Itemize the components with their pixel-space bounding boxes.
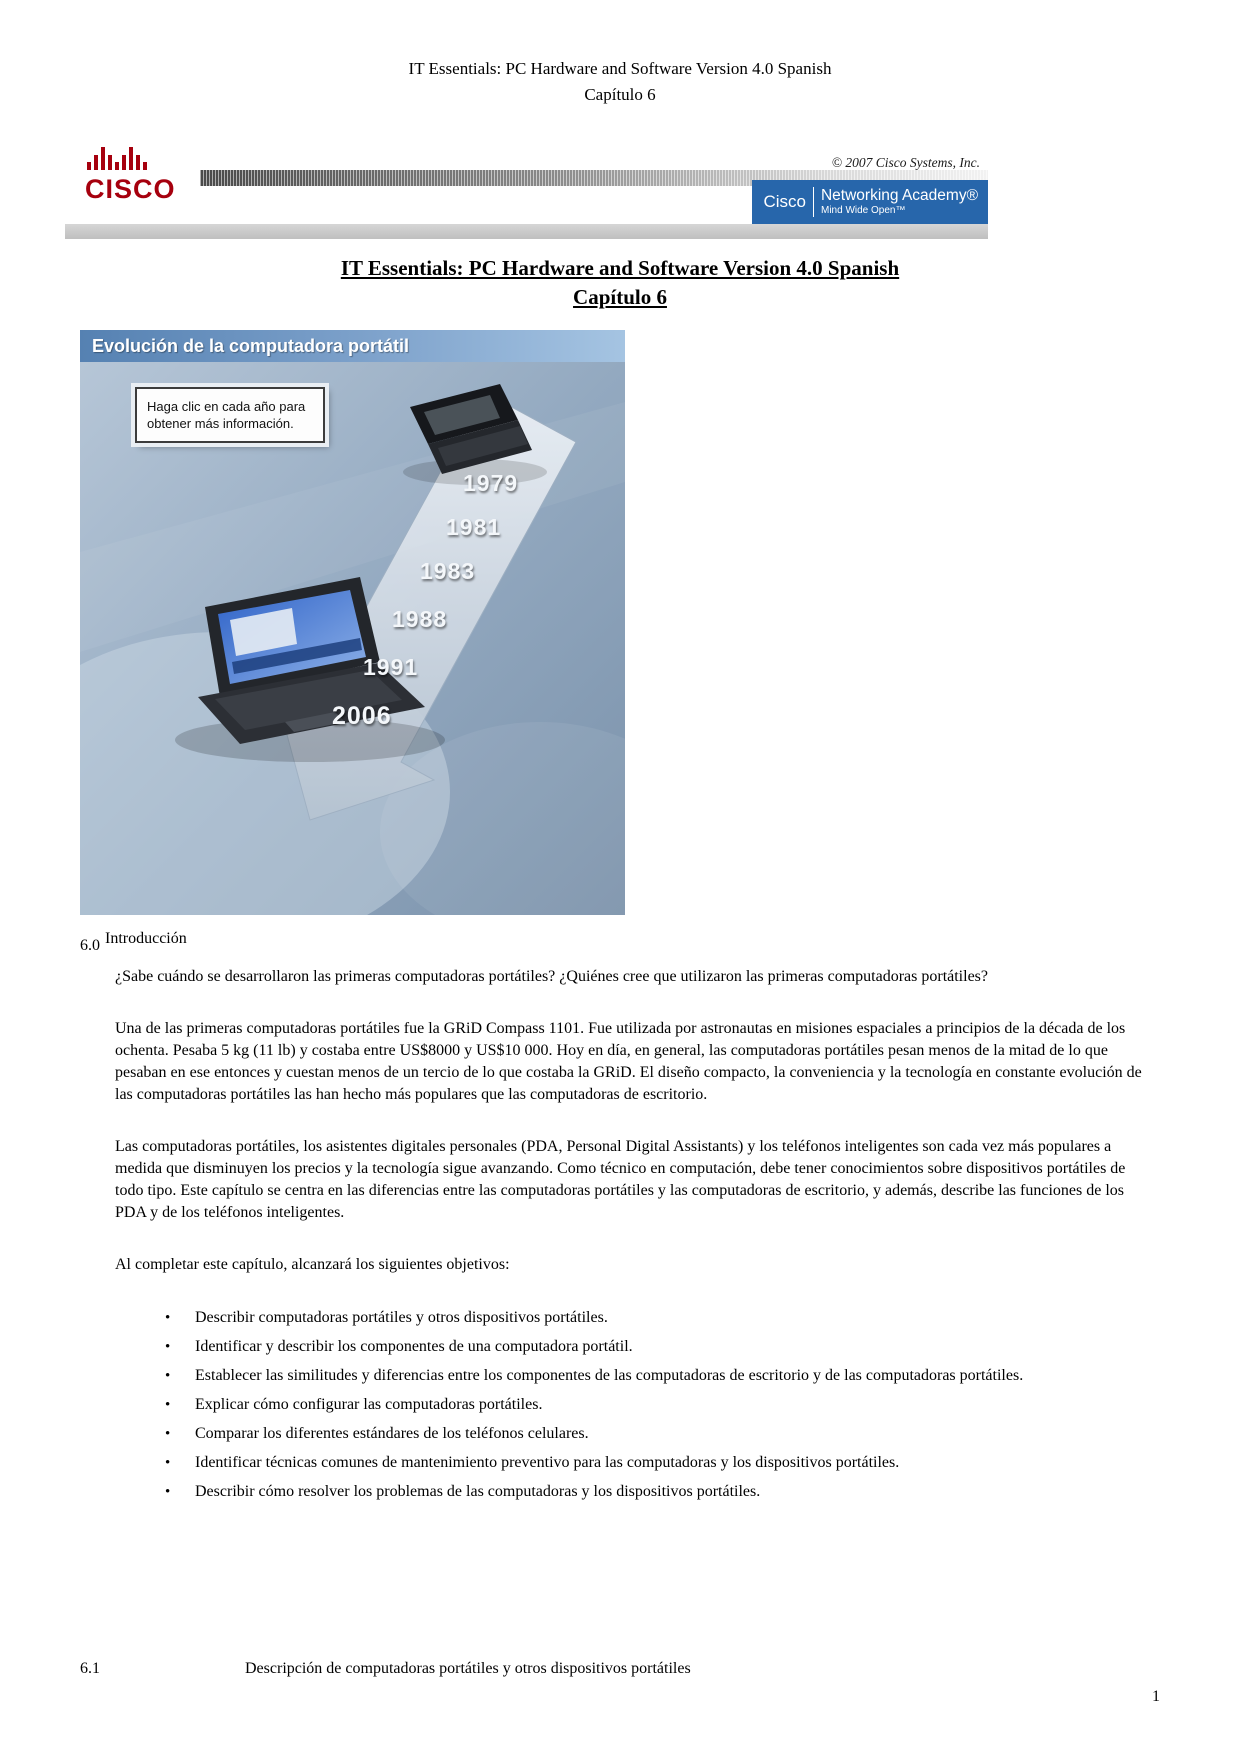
bullet-icon <box>165 1364 195 1388</box>
brand-academy-text: Networking Academy® <box>820 186 978 204</box>
figure-image <box>80 362 625 915</box>
running-header <box>0 56 1240 108</box>
section-number: 6.1 <box>80 1660 100 1677</box>
bullet-icon <box>165 1451 195 1475</box>
objective-text: Establecer las similitudes y diferencias entre los componentes de las computadoras de escritorio y de las computadoras portátiles. <box>195 1367 1024 1384</box>
objective-text: Explicar cómo configurar las computadoras portátiles. <box>195 1396 543 1413</box>
cisco-logo-bars-icon <box>85 144 173 170</box>
year-label-1983[interactable]: 1983 <box>420 558 476 584</box>
figure-titlebar: Evolución de la computadora portátil <box>80 330 625 362</box>
cisco-wordmark: CISCO <box>85 174 176 204</box>
brand-tagline-text: Mind Wide Open™ <box>820 204 906 216</box>
paragraph-grid-compass: Una de las primeras computadoras portátiles fue la GRiD Compass 1101. Fue utilizada por astronautas en misiones espaciales a principios de la década de los ochenta. Pesaba 5 kg (11 lb) y costaba entre US$8000 y US$10 000. Hoy en día, en general, las computadoras portátiles pesan menos de la mitad de lo que pesaban en ese entonces y cuestan menos de un tercio de lo que costaba la GRiD. El diseño compacto, la conveniencia y la tecnología en constante evolución de las computadoras portátiles las han hecho más populares que las computadoras de escritorio. <box>115 1020 1142 1103</box>
paragraph-intro-questions: ¿Sabe cuándo se desarrollaron las primeras computadoras portátiles? ¿Quiénes cree que utilizaron las primeras computadoras portátiles? <box>115 968 988 985</box>
list-item <box>165 1306 1157 1330</box>
year-label-2006[interactable]: 2006 <box>332 702 392 730</box>
list-item <box>165 1422 1157 1446</box>
networking-academy-banner <box>752 180 988 224</box>
year-label-1988[interactable]: 1988 <box>392 606 448 632</box>
bullet-icon <box>165 1422 195 1446</box>
header-underbar <box>65 224 988 239</box>
section-title: Descripción de computadoras portátiles y otros dispositivos portátiles <box>245 1660 691 1677</box>
paragraph-pda-smartphones: Las computadoras portátiles, los asistentes digitales personales (PDA, Personal Digital Assistants) y los teléfonos inteligentes son cada vez más populares a medida que disminuyen los precios y la tecnología sigue avanzando. Como técnico en computación, debe tener conocimientos sobre dispositivos portátiles de todo tipo. Este capítulo se centra en las diferencias entre las computadoras portátiles y las computadoras de escritorio, y además, describe las funciones de los PDA y de los teléfonos inteligentes. <box>115 1138 1126 1221</box>
bullet-icon <box>165 1393 195 1417</box>
year-label-1991[interactable]: 1991 <box>363 654 419 680</box>
year-label-1979[interactable]: 1979 <box>463 470 519 496</box>
page-title-line1: IT Essentials: PC Hardware and Software Version 4.0 Spanish <box>340 256 900 280</box>
running-header-line2: Capítulo 6 <box>584 85 656 104</box>
cisco-logo <box>85 144 195 203</box>
objective-text: Comparar los diferentes estándares de los teléfonos celulares. <box>195 1425 589 1442</box>
objective-text: Identificar y describir los componentes de una computadora portátil. <box>195 1338 633 1355</box>
paragraph-objectives-intro: Al completar este capítulo, alcanzará los siguientes objetivos: <box>115 1256 510 1273</box>
page-number: 1 <box>1152 1688 1160 1705</box>
brand-divider <box>813 187 814 217</box>
body-text <box>115 966 1157 1509</box>
section-heading-6-0 <box>80 930 187 954</box>
objective-text: Describir computadoras portátiles y otros dispositivos portátiles. <box>195 1309 608 1326</box>
objectives-list <box>115 1306 1157 1504</box>
running-header-line1: IT Essentials: PC Hardware and Software Version 4.0 Spanish <box>408 59 832 78</box>
brand-cisco-text: Cisco <box>763 192 806 211</box>
list-item <box>165 1364 1157 1388</box>
evolution-figure <box>80 330 625 915</box>
objective-text: Identificar técnicas comunes de mantenimiento preventivo para las computadoras y los dispositivos portátiles. <box>195 1454 900 1471</box>
figure-artwork <box>80 362 625 915</box>
objective-text: Describir cómo resolver los problemas de las computadoras y los dispositivos portátiles. <box>195 1483 761 1500</box>
list-item <box>165 1451 1157 1475</box>
list-item <box>165 1480 1157 1504</box>
bullet-icon <box>165 1480 195 1504</box>
section-heading-6-1 <box>80 1660 691 1678</box>
bullet-icon <box>165 1335 195 1359</box>
figure-callout: Haga clic en cada año para obtener más información. <box>135 387 325 443</box>
page-title-line2: Capítulo 6 <box>573 285 667 309</box>
brand-right-block <box>821 188 978 217</box>
list-item <box>165 1393 1157 1417</box>
section-title: Introducción <box>105 930 187 947</box>
copyright-text: © 2007 Cisco Systems, Inc. <box>831 155 980 170</box>
year-label-1981[interactable]: 1981 <box>446 514 502 540</box>
section-number: 6.0 <box>80 937 100 954</box>
page-title <box>0 254 1240 312</box>
list-item <box>165 1335 1157 1359</box>
bullet-icon <box>165 1306 195 1330</box>
